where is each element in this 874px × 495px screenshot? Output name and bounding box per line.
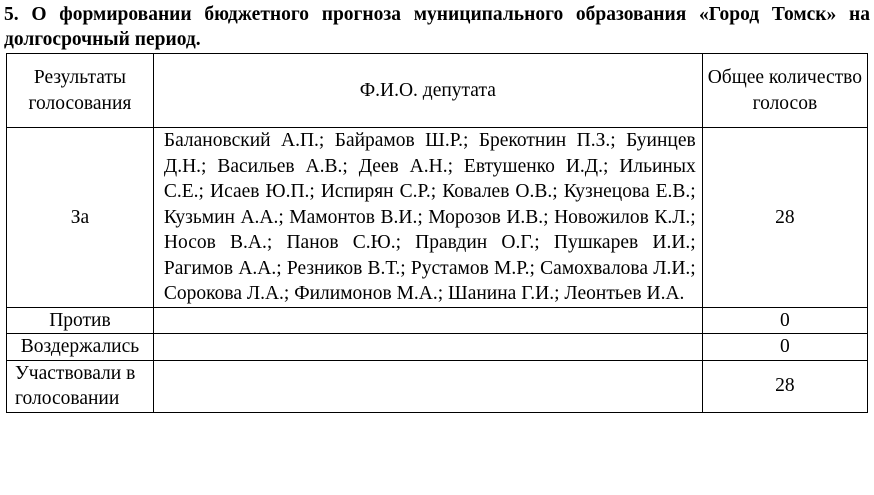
row-participated-deputies xyxy=(153,360,702,412)
row-against-result: Против xyxy=(7,307,154,334)
table-row-for xyxy=(7,128,868,308)
row-for-deputies: Балановский А.П.; Байрамов Ш.Р.; Брекотнин П.З.; Буинцев Д.Н.; Васильев А.В.; Деев А.Н.; Евтушенко И.Д.; Ильиных С.Е.; Исаев Ю.П.; Испирян С.Р.; Ковалев О.В.; Кузнецова Е.В.; Кузьмин А.А.; Мамонтов В.И.; Морозов И.В.; Новожилов К.Л.; Носов В.А.; Панов С.Ю.; Правдин О.Г.; Пушкарев И.И.; Рагимов А.А.; Резников В.Т.; Рустамов М.Р.; Самохвалова Л.И.; Сорокова Л.А.; Филимонов М.А.; Шанина Г.И.; Леонтьев И.А. xyxy=(153,128,702,308)
row-abstained-result: Воздержались xyxy=(7,334,154,361)
table-row-participated xyxy=(7,360,868,412)
row-against-total: 0 xyxy=(702,307,867,334)
row-participated-total: 28 xyxy=(702,360,867,412)
section-heading: 5. О формировании бюджетного прогноза муниципального образования «Город Томск» на долгосрочный период. xyxy=(4,4,870,50)
table-row-abstained xyxy=(7,334,868,361)
row-for-total: 28 xyxy=(702,128,867,308)
header-total: Общее количество голосов xyxy=(702,54,867,128)
voting-results-table xyxy=(6,53,868,413)
row-abstained-deputies xyxy=(153,334,702,361)
table-header-row xyxy=(7,54,868,128)
row-for-result: За xyxy=(7,128,154,308)
row-participated-result: Участвовали в голосовании xyxy=(7,360,154,412)
table-row-against xyxy=(7,307,868,334)
row-against-deputies xyxy=(153,307,702,334)
header-result: Результаты голосования xyxy=(7,54,154,128)
row-abstained-total: 0 xyxy=(702,334,867,361)
header-deputies: Ф.И.О. депутата xyxy=(153,54,702,128)
